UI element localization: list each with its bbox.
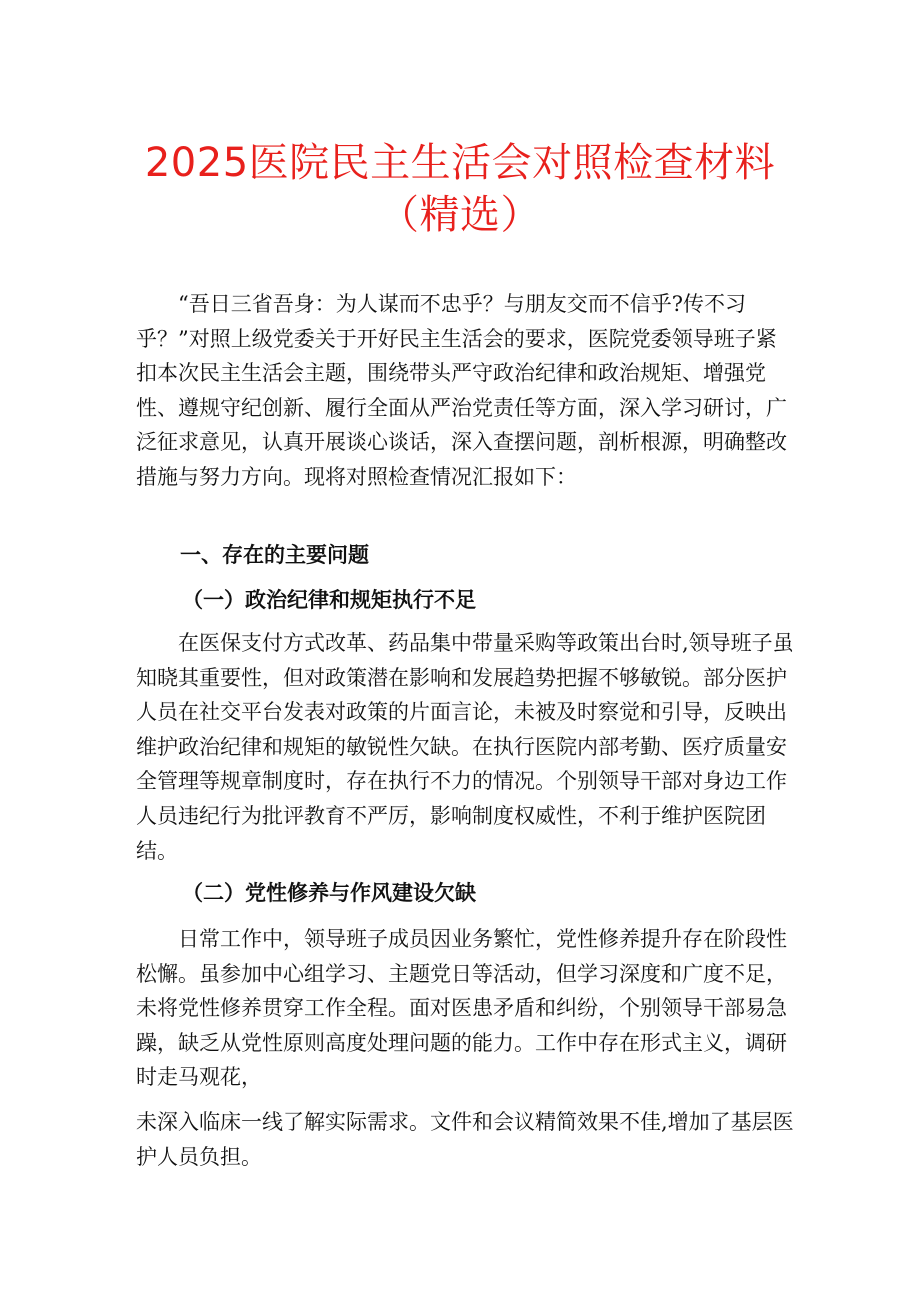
- section-heading-problems: 一、存在的主要问题: [180, 542, 369, 567]
- intro-paragraph: “吾日三省吾身：为人谋而不忠乎？与朋友交而不信乎?传不习乎？”对照上级党委关于开好民主生活会的要求，医院党委领导班子紧扣本次民主生活会主题，围绕带头严守政治纪律和政治规矩、增强党性、遵规守纪创新、履行全面从严治党责任等方面，深入学习研讨，广泛征求意见，认真开展谈心谈话，深入查摆问题，剖析根源，明确整改措施与努力方向。现将对照检查情况汇报如下：: [136, 292, 787, 489]
- paragraph-political-discipline: 在医保支付方式改革、药品集中带量采购等政策出台时,领导班子虽知晓其重要性，但对政策潜在影响和发展趋势把握不够敏锐。部分医护人员在社交平台发表对政策的片面言论，未被及时察觉和引导，反映出维护政治纪律和规矩的敏锐性欠缺。在执行医院内部考勤、医疗质量安全管理等规章制度时，存在执行不力的情况。个别领导干部对身边工作人员违纪行为批评教育不严厉，影响制度权威性，不利于维护医院团结。: [136, 631, 794, 863]
- document-subtitle: （精选）: [379, 192, 541, 238]
- document-title: 2025医院民主生活会对照检查材料: [144, 140, 776, 186]
- subsection-heading-party-spirit: （二）党性修养与作风建设欠缺: [182, 880, 476, 905]
- paragraph-party-spirit-continuation: 未深入临床一线了解实际需求。文件和会议精简效果不佳,增加了基层医护人员负担。: [136, 1110, 794, 1169]
- paragraph-party-spirit: 日常工作中，领导班子成员因业务繁忙，党性修养提升存在阶段性松懈。虽参加中心组学习、主题党日等活动，但学习深度和广度不足，未将党性修养贯穿工作全程。面对医患矛盾和纠纷，个别领导干部易急躁，缺乏从党性原则高度处理问题的能力。工作中存在形式主义，调研时走马观花，: [136, 927, 787, 1090]
- subsection-heading-political-discipline: （一）政治纪律和规矩执行不足: [182, 587, 476, 612]
